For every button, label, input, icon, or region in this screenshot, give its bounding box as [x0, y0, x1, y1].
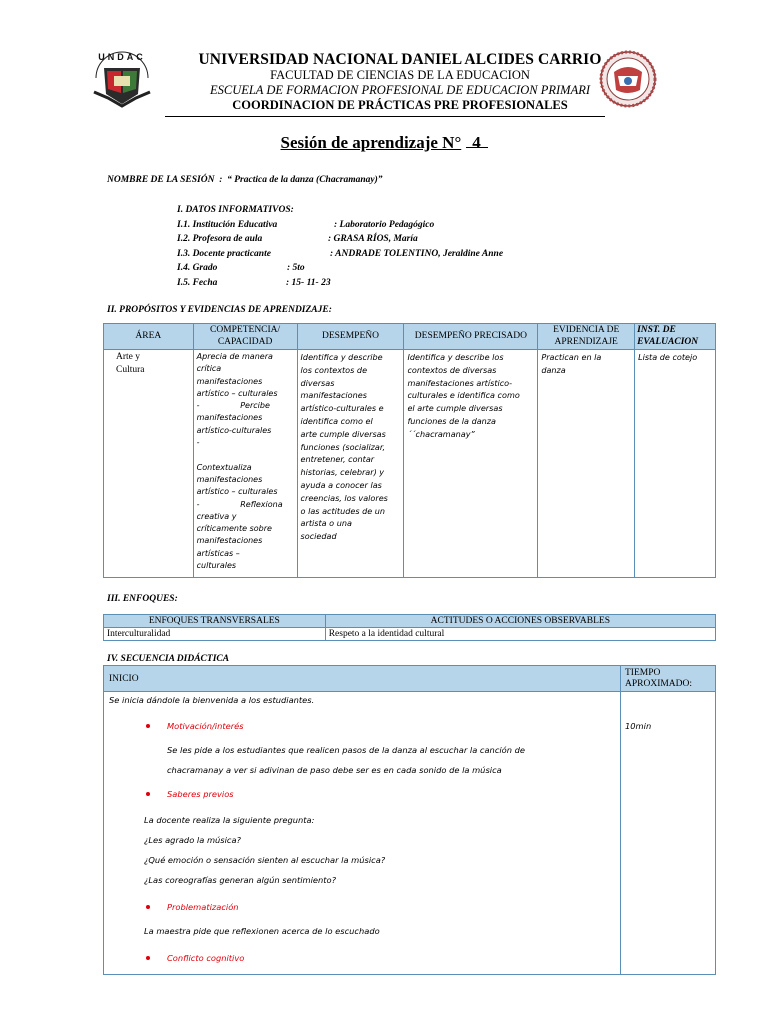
title-text: Sesión de aprendizaje N° [280, 133, 462, 152]
propositos-heading: II. PROPÓSITOS Y EVIDENCIAS DE APRENDIZAJE: [107, 305, 332, 315]
cell-line: críticamente sobre [196, 524, 272, 534]
bullet-icon [146, 905, 150, 909]
intro-text: Se inicia dándole la bienvenida a los estudiantes. [109, 695, 315, 705]
secuencia-table [103, 665, 716, 975]
cell-line: - Percibe [196, 401, 270, 411]
cell-line: artístico – culturales [196, 388, 278, 398]
cell-line: artístico-culturales [196, 425, 272, 435]
col-tiempo: TIEMPO APROXIMADO: [625, 668, 693, 689]
logo-left-text: UNDAC [98, 52, 146, 62]
conflicto-label: Conflicto cognitivo [167, 953, 245, 963]
table-row [104, 350, 716, 578]
school-name: ESCUELA DE FORMACION PROFESIONAL DE EDUCACION PRIMARI [209, 83, 591, 97]
cell-line: Identifica y describe [300, 352, 383, 362]
session-label: NOMBRE DE LA SESIÓN [107, 175, 215, 185]
cell-line: historias, celebrar) y [300, 467, 385, 478]
cell-line: identifica como el [300, 415, 373, 426]
page-title [0, 133, 768, 153]
header-divider [165, 116, 605, 117]
cell-line: Aprecia de manera [196, 352, 273, 361]
propositos-table [103, 323, 716, 578]
session-value: “ Practica de la danza (Chacramanay)” [227, 175, 383, 185]
cell-line [197, 449, 294, 461]
cell-line: entretener, contar [300, 454, 375, 465]
cell-line: danza [541, 364, 566, 375]
table-header-row [104, 615, 716, 628]
col-desempeno-precisado: DESEMPEÑO PRECISADO [404, 324, 538, 350]
cell-line: artístico-culturales e [300, 403, 384, 414]
cell-line: artísticas – [196, 548, 240, 558]
problematizacion-text: La maestra pide que reflexionen acerca de lo escuchado [144, 926, 380, 936]
col-desempeno: DESEMPEÑO [297, 324, 404, 350]
secuencia-heading: IV. SECUENCIA DIDÁCTICA [107, 654, 230, 664]
saberes-label: Saberes previos [167, 789, 234, 799]
cell-line: Practican en la [541, 352, 602, 362]
cell-line: manifestaciones [196, 474, 263, 484]
cell-line: manifestaciones [196, 536, 263, 546]
cell-evidencia [538, 350, 635, 578]
col-enfoques: ENFOQUES TRANSVERSALES [104, 615, 326, 628]
table-row [104, 628, 716, 641]
pregunta-3: ¿Las coreografías generan algún sentimiento? [144, 875, 336, 885]
cell-line: Lista de cotejo [638, 352, 698, 362]
cell-line: artístico – culturales [196, 487, 278, 497]
cell-line: - Reflexiona [196, 499, 283, 509]
cell-line: artista o una [300, 518, 352, 529]
cell-line: creencias, los valores [300, 492, 388, 503]
motivacion-text-2: chacramanay a ver si adivinan de paso debe ser es en cada sonido de la música [167, 765, 502, 775]
saberes-intro: La docente realiza la siguiente pregunta: [144, 815, 315, 825]
bullet-icon [146, 724, 150, 728]
secuencia-header-row [104, 666, 715, 692]
column-divider [620, 666, 621, 974]
problematizacion-label: Problematización [167, 902, 239, 912]
cell-line: manifestaciones artístico- [407, 377, 513, 388]
cell-line: sociedad [300, 531, 337, 542]
col-inicio: INICIO [109, 674, 139, 684]
cell-actitud: Respeto a la identidad cultural [325, 628, 715, 641]
cell-line: manifestaciones [196, 376, 263, 386]
enfoques-heading: III. ENFOQUES: [107, 594, 178, 604]
cell-line: Arte y [116, 352, 141, 362]
col-evidencia: EVIDENCIA DE APRENDIZAJE [538, 324, 635, 350]
cell-line: el arte cumple diversas [407, 403, 503, 414]
cell-line: diversas [300, 377, 335, 388]
col-competencia: COMPETENCIA/ CAPACIDAD [193, 324, 297, 350]
cell-line: culturales [196, 561, 237, 571]
cell-line: Cultura [116, 364, 145, 375]
cell-line: Identifica y describe los [407, 352, 504, 362]
cell-line: manifestaciones [300, 390, 367, 401]
cell-desempeno [297, 350, 404, 578]
pregunta-2: ¿Qué emoción o sensación sienten al escuchar la música? [144, 855, 386, 865]
col-instrumento: INST. DE EVALUACION [635, 324, 716, 350]
cell-line: arte cumple diversas [300, 428, 386, 439]
col-actitudes: ACTITUDES O ACCIONES OBSERVABLES [325, 615, 715, 628]
session-name [107, 175, 383, 185]
tiempo-value: 10min [625, 721, 652, 731]
cell-line: - [196, 438, 200, 448]
cell-line: ayuda a conocer las [300, 479, 382, 490]
cell-line: contextos de diversas [407, 364, 497, 375]
cell-line: Contextualiza [196, 462, 252, 472]
session-sep: : [219, 175, 223, 185]
cell-area [104, 350, 194, 578]
cell-line: funciones de la danza [407, 415, 497, 426]
table-header-row [104, 324, 716, 350]
undac-logo [88, 48, 156, 110]
university-name: UNIVERSIDAD NACIONAL DANIEL ALCIDES CARRIO [198, 51, 602, 68]
coordination-name: COORDINACION DE PRÁCTICAS PRE PROFESIONALES [232, 98, 568, 112]
cell-line: funciones (socializar, [300, 441, 386, 452]
motivacion-text-1: Se les pide a los estudiantes que realicen pasos de la danza al escuchar la canción de [167, 745, 526, 755]
col-area: ÁREA [104, 324, 194, 350]
motivacion-label: Motivación/interés [167, 721, 244, 731]
cell-line: o las actitudes de un [300, 505, 386, 516]
cell-line: ´´chacramanay” [407, 428, 475, 439]
bullet-icon [146, 956, 150, 960]
cell-line: culturales e identifica como [407, 390, 520, 401]
pregunta-1: ¿Les agrado la música? [144, 835, 241, 845]
title-number: 4 [466, 133, 488, 148]
cell-enfoque: Interculturalidad [104, 628, 326, 641]
faculty-name: FACULTAD DE CIENCIAS DE LA EDUCACION [270, 68, 530, 82]
enfoques-table [103, 614, 716, 641]
cell-line: manifestaciones [196, 413, 263, 423]
cell-desempeno-precisado [404, 350, 538, 578]
cell-instrumento [635, 350, 716, 578]
cell-line: creativa y [196, 511, 237, 521]
bullet-icon [146, 792, 150, 796]
cell-line: los contextos de [300, 364, 368, 375]
cell-competencia [193, 350, 297, 578]
cell-line: crítica [196, 364, 222, 374]
